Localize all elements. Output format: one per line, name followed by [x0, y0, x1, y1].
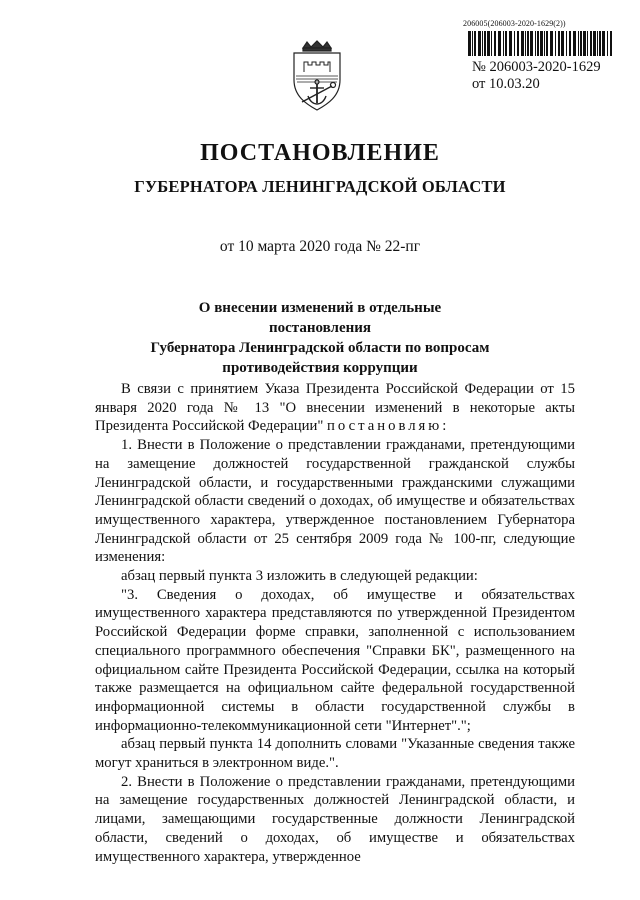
decree-word: постановляю: [327, 418, 443, 435]
registry-number: № 206003-2020-1629: [472, 59, 601, 75]
preamble-text: В связи с принятием Указа Президента Российской Федерации от 15 января 2020 года № 13 "О внесении изменений в некоторые акты Президента Российской Федерации": [95, 381, 575, 435]
paragraph-item-1: 1. Внести в Положение о представлении гражданами, претендующими на замещение должностей государственной гражданской службы Ленинградской области, и государственными гражданскими служащими Ленинградской области сведений о доходах, об имуществе и обязательствах имущественного характера, утвержденное постановлением Губернатора Ленинградской области от 25 сентября 2009 года № 100-пг, следующие изменения:: [95, 437, 575, 566]
paragraph-quote: "3. Сведения о доходах, об имуществе и обязательствах имущественного характера представляются по утвержденной Президентом Российской Федерации форме справки, заполненной с использованием специального программного обеспечения "Справки БК", размещенного на официальном сайте Президента Российской Федерации, ссылка на который также размещается на официальном сайте федеральной государственной информационной системы в области государственной службы в информационно-телекоммуникационной сети "Интернет".";: [95, 586, 575, 734]
document-body: [95, 380, 575, 866]
barcode-graphic: [468, 31, 615, 56]
paragraph-subitem: абзац первый пункта 3 изложить в следующей редакции:: [121, 568, 478, 585]
document-heading: [150, 298, 490, 378]
registry-date: от 10.03.20: [472, 76, 540, 92]
decree-suffix: :: [442, 418, 447, 435]
document-dateline: от 10 марта 2020 года № 22-пг: [219, 238, 421, 255]
heading-line: противодействия коррупции: [222, 360, 418, 376]
document-title: ПОСТАНОВЛЕНИЕ: [200, 140, 440, 166]
heading-line: О внесении изменений в отдельные постановления: [198, 300, 442, 336]
registry-code: 206005(206003-2020-1629(2)): [463, 19, 566, 28]
paragraph-subitem: абзац первый пункта 14 дополнить словами "Указанные сведения также могут храниться в электронном виде.".: [95, 736, 575, 772]
paragraph-preamble: [95, 380, 575, 436]
barcode: [468, 31, 615, 56]
document-subtitle: ГУБЕРНАТОРА ЛЕНИНГРАДСКОЙ ОБЛАСТИ: [134, 177, 506, 196]
paragraph-item-2: 2. Внести в Положение о представлении гражданами, претендующими на замещение государственных должностей Ленинградской области, и лицами, замещающими государственные должности Ленинградской области, сведений о доходах, об имуществе и обязательствах имущественного характера, утвержденное: [95, 773, 575, 865]
coat-of-arms-icon: [286, 40, 348, 112]
heading-line: Губернатора Ленинградской области по вопросам: [150, 340, 490, 356]
